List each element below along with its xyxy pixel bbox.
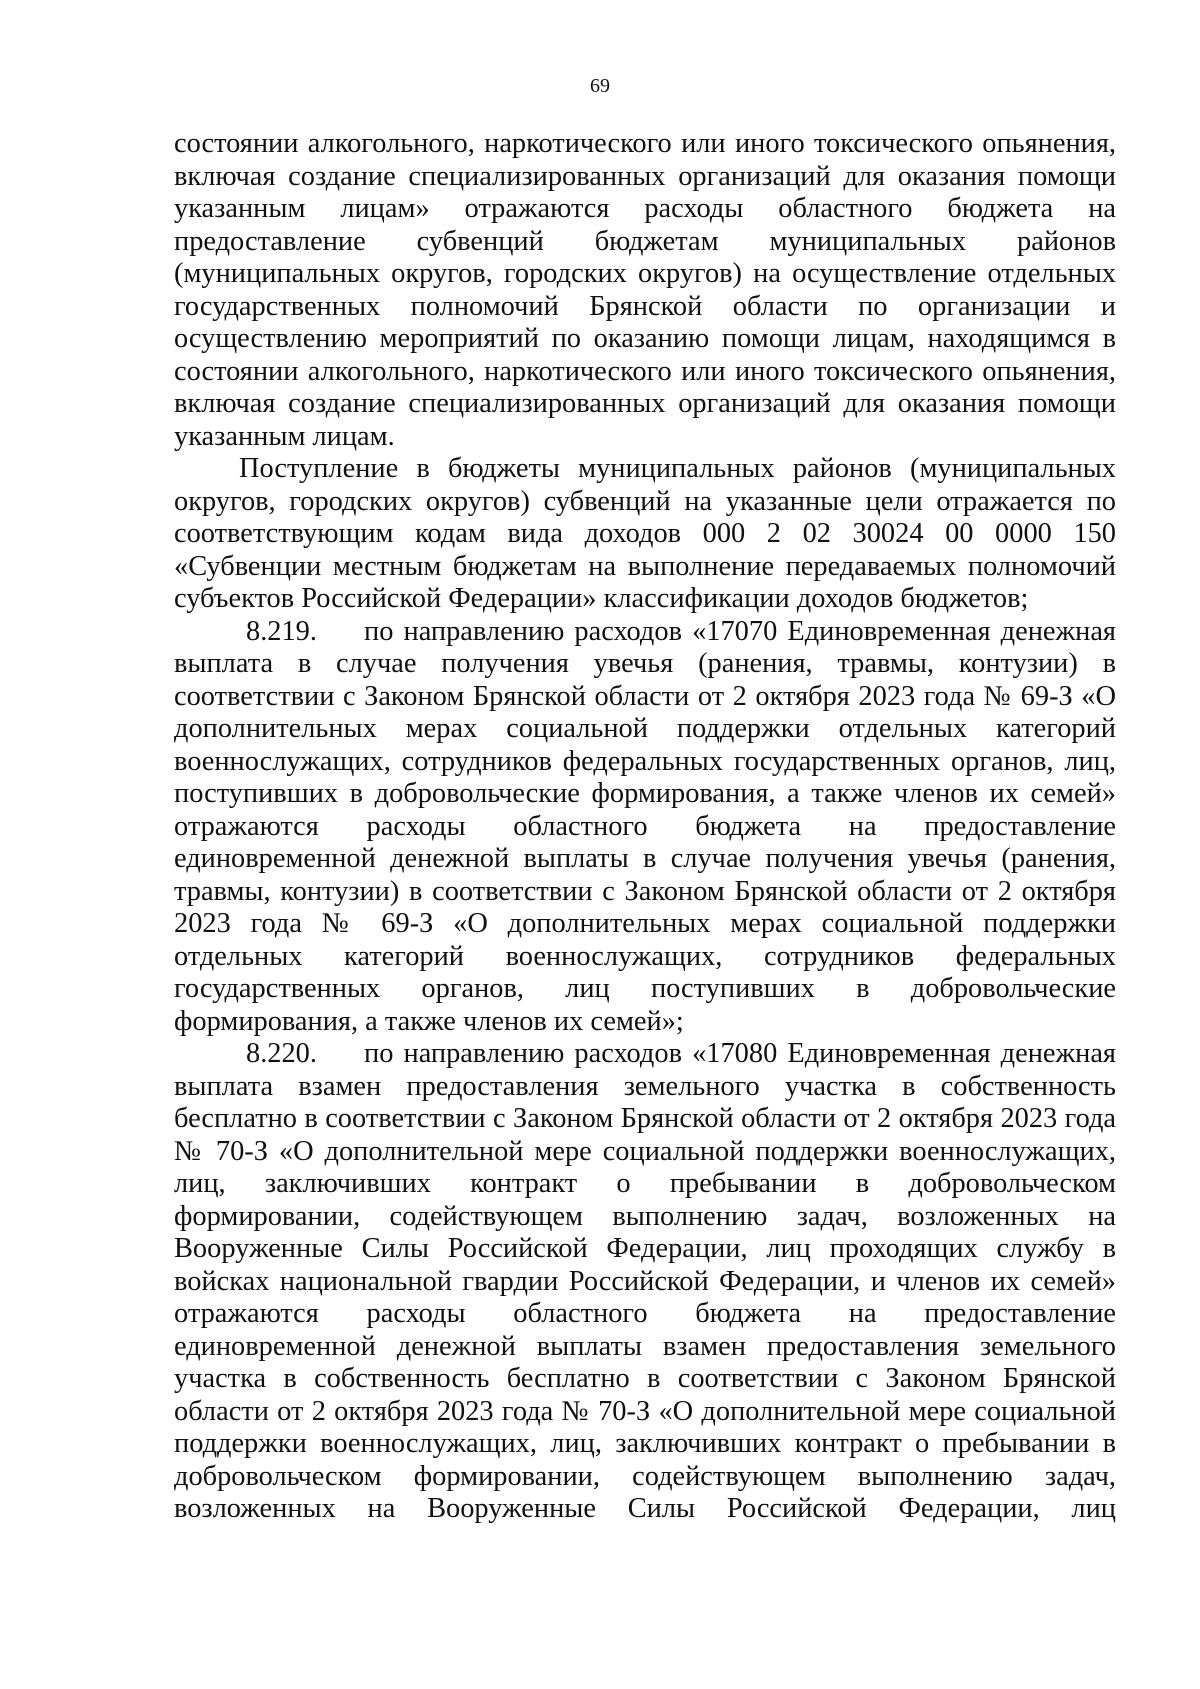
item-text-8-220: по направлению расходов «17080 Единовременная денежная выплата взамен предоставления земельного участка в собственность бесплатно в соответствии с Законом Брянской области от 2 октября 2023 года № 70-З «О дополнительной мере социальной поддержки военнослужащих, лиц, заключивших контракт о пребывании в добровольческом формировании, содействующем выполнению задач, возложенных на Вооруженные Силы Российской Федерации, лиц проходящих службу в войсках национальной гвардии Российской Федерации, и членов их семей» отражаются расходы областного бюджета на предоставление единовременной денежной выплаты взамен предоставления земельного участка в собственность бесплатно в соответствии с Законом Брянской области от 2 октября 2023 года № 70-З «О дополнительной мере социальной поддержки военнослужащих, лиц, заключивших контракт о пребывании в добровольческом формировании, содействующем выполнению задач, возложенных на Вооруженные Силы Российской Федерации, лиц <box>174 1038 1116 1524</box>
document-body <box>174 128 1116 1526</box>
paragraph-revenue: Поступление в бюджеты муниципальных районов (муниципальных округов, городских округов) субвенций на указанные цели отражается по соответствующим кодам вида доходов 000 2 02 30024 00 0000 150 «Субвенции местным бюджетам на выполнение передаваемых полномочий субъектов Российской Федерации» классификации доходов бюджетов; <box>174 453 1116 614</box>
item-number-8-219: 8.219. <box>246 615 317 647</box>
item-number-8-220: 8.220. <box>246 1038 317 1069</box>
paragraph-8-219 <box>174 616 1116 1039</box>
item-text-8-219: по направлению расходов «17070 Единовременная денежная выплата в случае получения увечья (ранения, травмы, контузии) в соответствии с Законом Брянской области от 2 октября 2023 года № 69-З «О дополнительных мерах социальной поддержки отдельных категорий военнослужащих, сотрудников федеральных государственных органов, лиц, поступивших в добровольческие формирования, а также членов их семей» отражаются расходы областного бюджета на предоставление единовременной денежной выплаты в случае получения увечья (ранения, травмы, контузии) в соответствии с Законом Брянской области от 2 октября 2023 года № 69-З «О дополнительных мерах социальной поддержки отдельных категорий военнослужащих, сотрудников федеральных государственных органов, лиц поступивших в добровольческие формирования, а также членов их семей»; <box>174 615 1116 1037</box>
page-number: 69 <box>590 75 610 97</box>
paragraph-continuation: состоянии алкогольного, наркотического или иного токсического опьянения, включая создание специализированных организаций для оказания помощи указанным лицам» отражаются расходы областного бюджета на предоставление субвенций бюджетам муниципальных районов (муниципальных округов, городских округов) на осуществление отдельных государственных полномочий Брянской области по организации и осуществлению мероприятий по оказанию помощи лицам, находящимся в состоянии алкогольного, наркотического или иного токсического опьянения, включая создание специализированных организаций для оказания помощи указанным лицам. <box>174 128 1116 452</box>
paragraph-8-220 <box>174 1038 1116 1526</box>
